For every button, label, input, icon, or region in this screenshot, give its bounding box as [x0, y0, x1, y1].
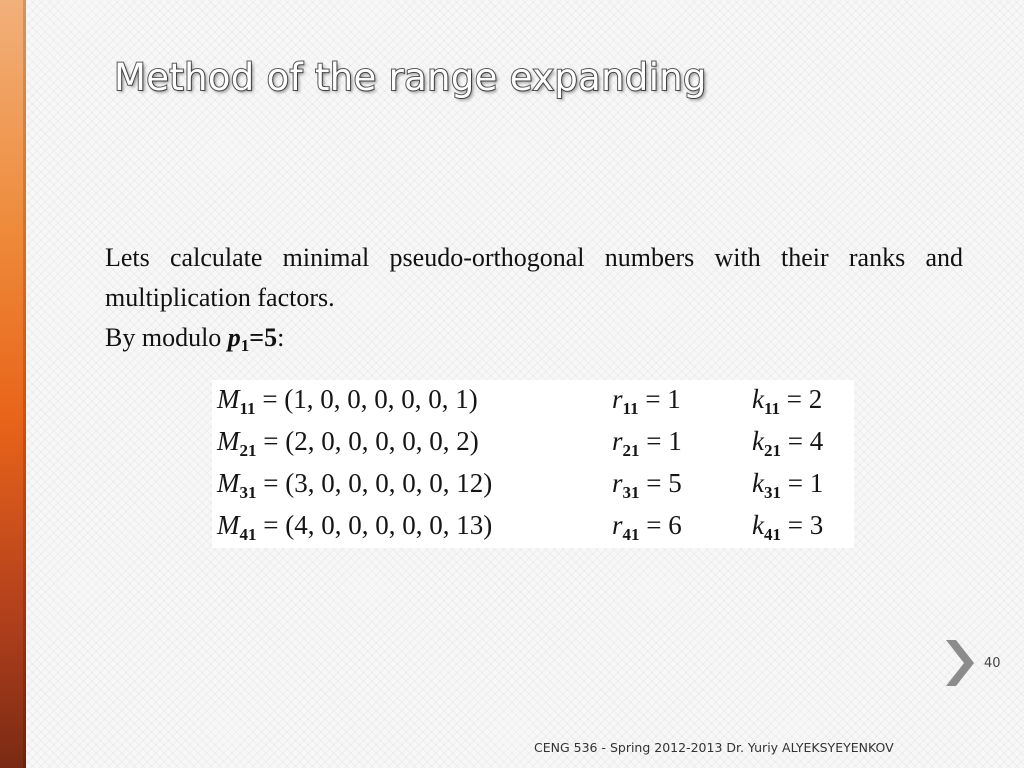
- r-value: = 6: [639, 510, 682, 540]
- m-value: = (2, 0, 0, 0, 0, 0, 2): [256, 426, 479, 456]
- k-symbol: k: [752, 510, 764, 540]
- r-subscript: 31: [622, 483, 640, 502]
- chevron-right-icon[interactable]: [942, 638, 976, 688]
- r-value: = 1: [639, 426, 682, 456]
- k-equation: [752, 384, 823, 418]
- page-number: 40: [984, 656, 1001, 671]
- r-subscript: 21: [622, 441, 640, 460]
- k-value: = 2: [780, 384, 823, 414]
- m-symbol: M: [217, 510, 240, 540]
- r-symbol: r: [612, 510, 623, 540]
- k-symbol: k: [752, 384, 764, 414]
- intro-text: Lets calculate minimal pseudo-orthogonal numbers with their ranks and multiplication factors.: [105, 243, 963, 312]
- m-symbol: M: [217, 384, 240, 414]
- m-equation: [217, 468, 493, 502]
- k-subscript: 21: [763, 441, 781, 460]
- k-symbol: k: [752, 426, 764, 456]
- k-symbol: k: [752, 468, 764, 498]
- r-equation: [612, 426, 682, 460]
- k-equation: [752, 468, 824, 502]
- k-equation: [752, 426, 824, 460]
- m-subscript: 11: [239, 399, 256, 418]
- k-value: = 3: [780, 510, 824, 540]
- modulo-prefix: By modulo: [105, 323, 228, 352]
- m-equation: [217, 510, 493, 544]
- k-equation: [752, 510, 824, 544]
- m-equation: [217, 384, 478, 418]
- m-subscript: 31: [239, 483, 257, 502]
- r-equation: [612, 468, 682, 502]
- slide-title: Method of the range expanding: [114, 56, 707, 99]
- m-equation: [217, 426, 479, 460]
- k-subscript: 31: [763, 483, 781, 502]
- r-symbol: r: [612, 468, 623, 498]
- k-value: = 4: [780, 426, 824, 456]
- r-symbol: r: [612, 426, 623, 456]
- r-value: = 1: [638, 384, 681, 414]
- r-equation: [612, 510, 682, 544]
- m-subscript: 21: [239, 441, 257, 460]
- modulo-subscript: 1: [240, 336, 250, 355]
- decorative-sidebar: [0, 0, 26, 768]
- r-equation: [612, 384, 681, 418]
- modulo-value: =5: [249, 323, 278, 352]
- slide-footer: CENG 536 - Spring 2012-2013 Dr. Yuriy ALYEKSYEYENKOV: [534, 740, 894, 755]
- equation-row: [212, 464, 854, 506]
- equation-row: [212, 506, 854, 548]
- modulo-line: [105, 318, 963, 358]
- m-value: = (4, 0, 0, 0, 0, 0, 13): [256, 510, 493, 540]
- modulo-colon: :: [277, 323, 285, 352]
- m-value: = (1, 0, 0, 0, 0, 0, 1): [255, 384, 478, 414]
- m-symbol: M: [217, 426, 240, 456]
- equations-table: [212, 380, 854, 548]
- equation-row: [212, 380, 854, 422]
- k-subscript: 41: [763, 525, 781, 544]
- m-value: = (3, 0, 0, 0, 0, 0, 12): [256, 468, 493, 498]
- m-subscript: 41: [239, 525, 257, 544]
- m-symbol: M: [217, 468, 240, 498]
- k-value: = 1: [780, 468, 824, 498]
- r-symbol: r: [612, 384, 623, 414]
- r-value: = 5: [639, 468, 682, 498]
- modulo-variable: p: [227, 323, 241, 352]
- r-subscript: 41: [622, 525, 640, 544]
- slide-body: [105, 238, 963, 358]
- r-subscript: 11: [622, 399, 639, 418]
- k-subscript: 11: [763, 399, 781, 418]
- equation-row: [212, 422, 854, 464]
